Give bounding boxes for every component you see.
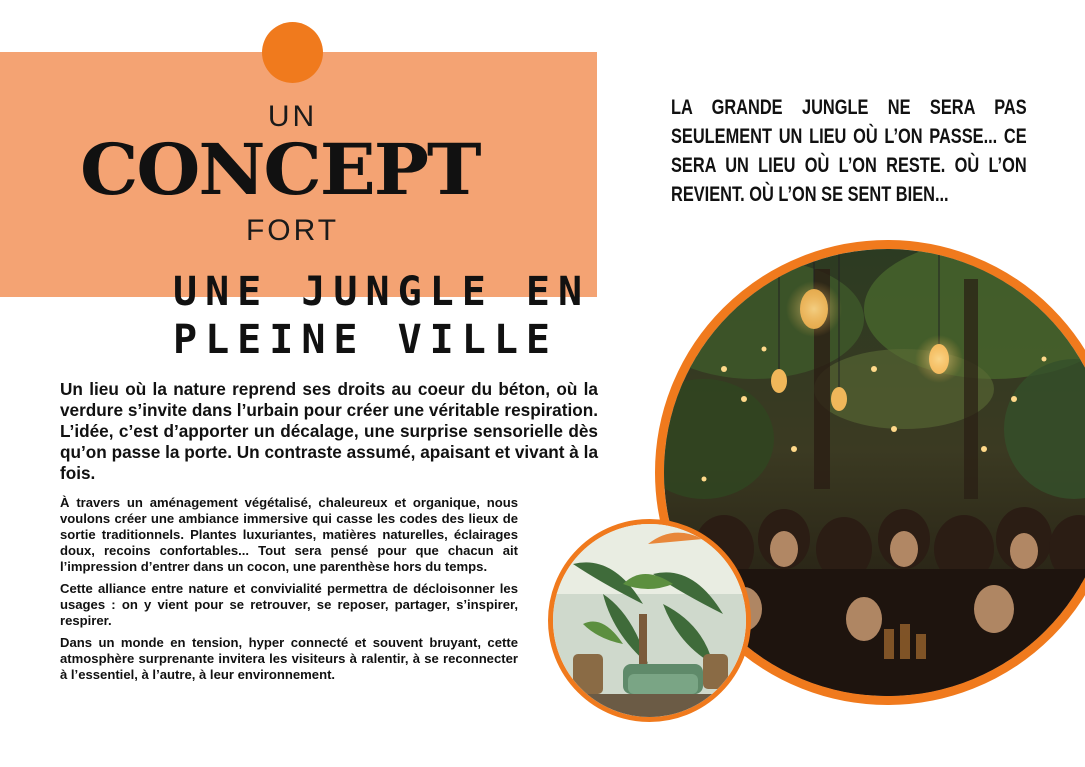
title-top-word: UN: [267, 100, 318, 133]
title-bottom-word: FORT: [245, 214, 340, 247]
plant-lounge-photo: [548, 519, 751, 722]
section-title: UNE JUNGLE EN PLEINE VILLE: [173, 269, 591, 363]
plant-lounge-illustration: [553, 524, 746, 717]
body-paragraph: Cette alliance entre nature et convivialité permettra de décloisonner les usages : on y vient pour se retrouver, se reposer, partager, s’inspirer, respirer.: [60, 581, 518, 628]
body-paragraph: À travers un aménagement végétalisé, chaleureux et organique, nous voulons créer une ambiance immersive qui casse les codes des lieux de sortie traditionnels. Plantes luxuriantes, matières naturelles, éclairages doux, recoins confortables... Tout sera pensé pour que chacun ait l’impression d’entrer dans un cocon, une parenthèse hors du temps.: [60, 495, 518, 574]
quote-text: LA GRANDE JUNGLE NE SERA PAS SEULEMENT UN LIEU OÙ L’ON PASSE... CE SERA UN LIEU OÙ L’ON RESTE. OÙ L’ON REVIENT. OÙ L’ON SE SENT BIEN...: [671, 96, 1027, 206]
intro-paragraph: Un lieu où la nature reprend ses droits au coeur du béton, où la verdure s’invite dans l’urbain pour créer une véritable respiration. L’idée, c’est d’apporter un décalage, une surprise sensorielle dès qu’on passe la porte. Un contraste assumé, apaisant et vivant à la fois.: [60, 379, 598, 483]
body-paragraph: Dans un monde en tension, hyper connecté et souvent bruyant, cette atmosphère surprenante invitera les visiteurs à ralentir, à se reconnecter à l’essentiel, à l’autre, à leur environnement.: [60, 635, 518, 682]
title-main-word: CONCEPT: [80, 128, 480, 211]
orange-dot-decoration: [262, 22, 323, 83]
body-text: [60, 495, 518, 689]
